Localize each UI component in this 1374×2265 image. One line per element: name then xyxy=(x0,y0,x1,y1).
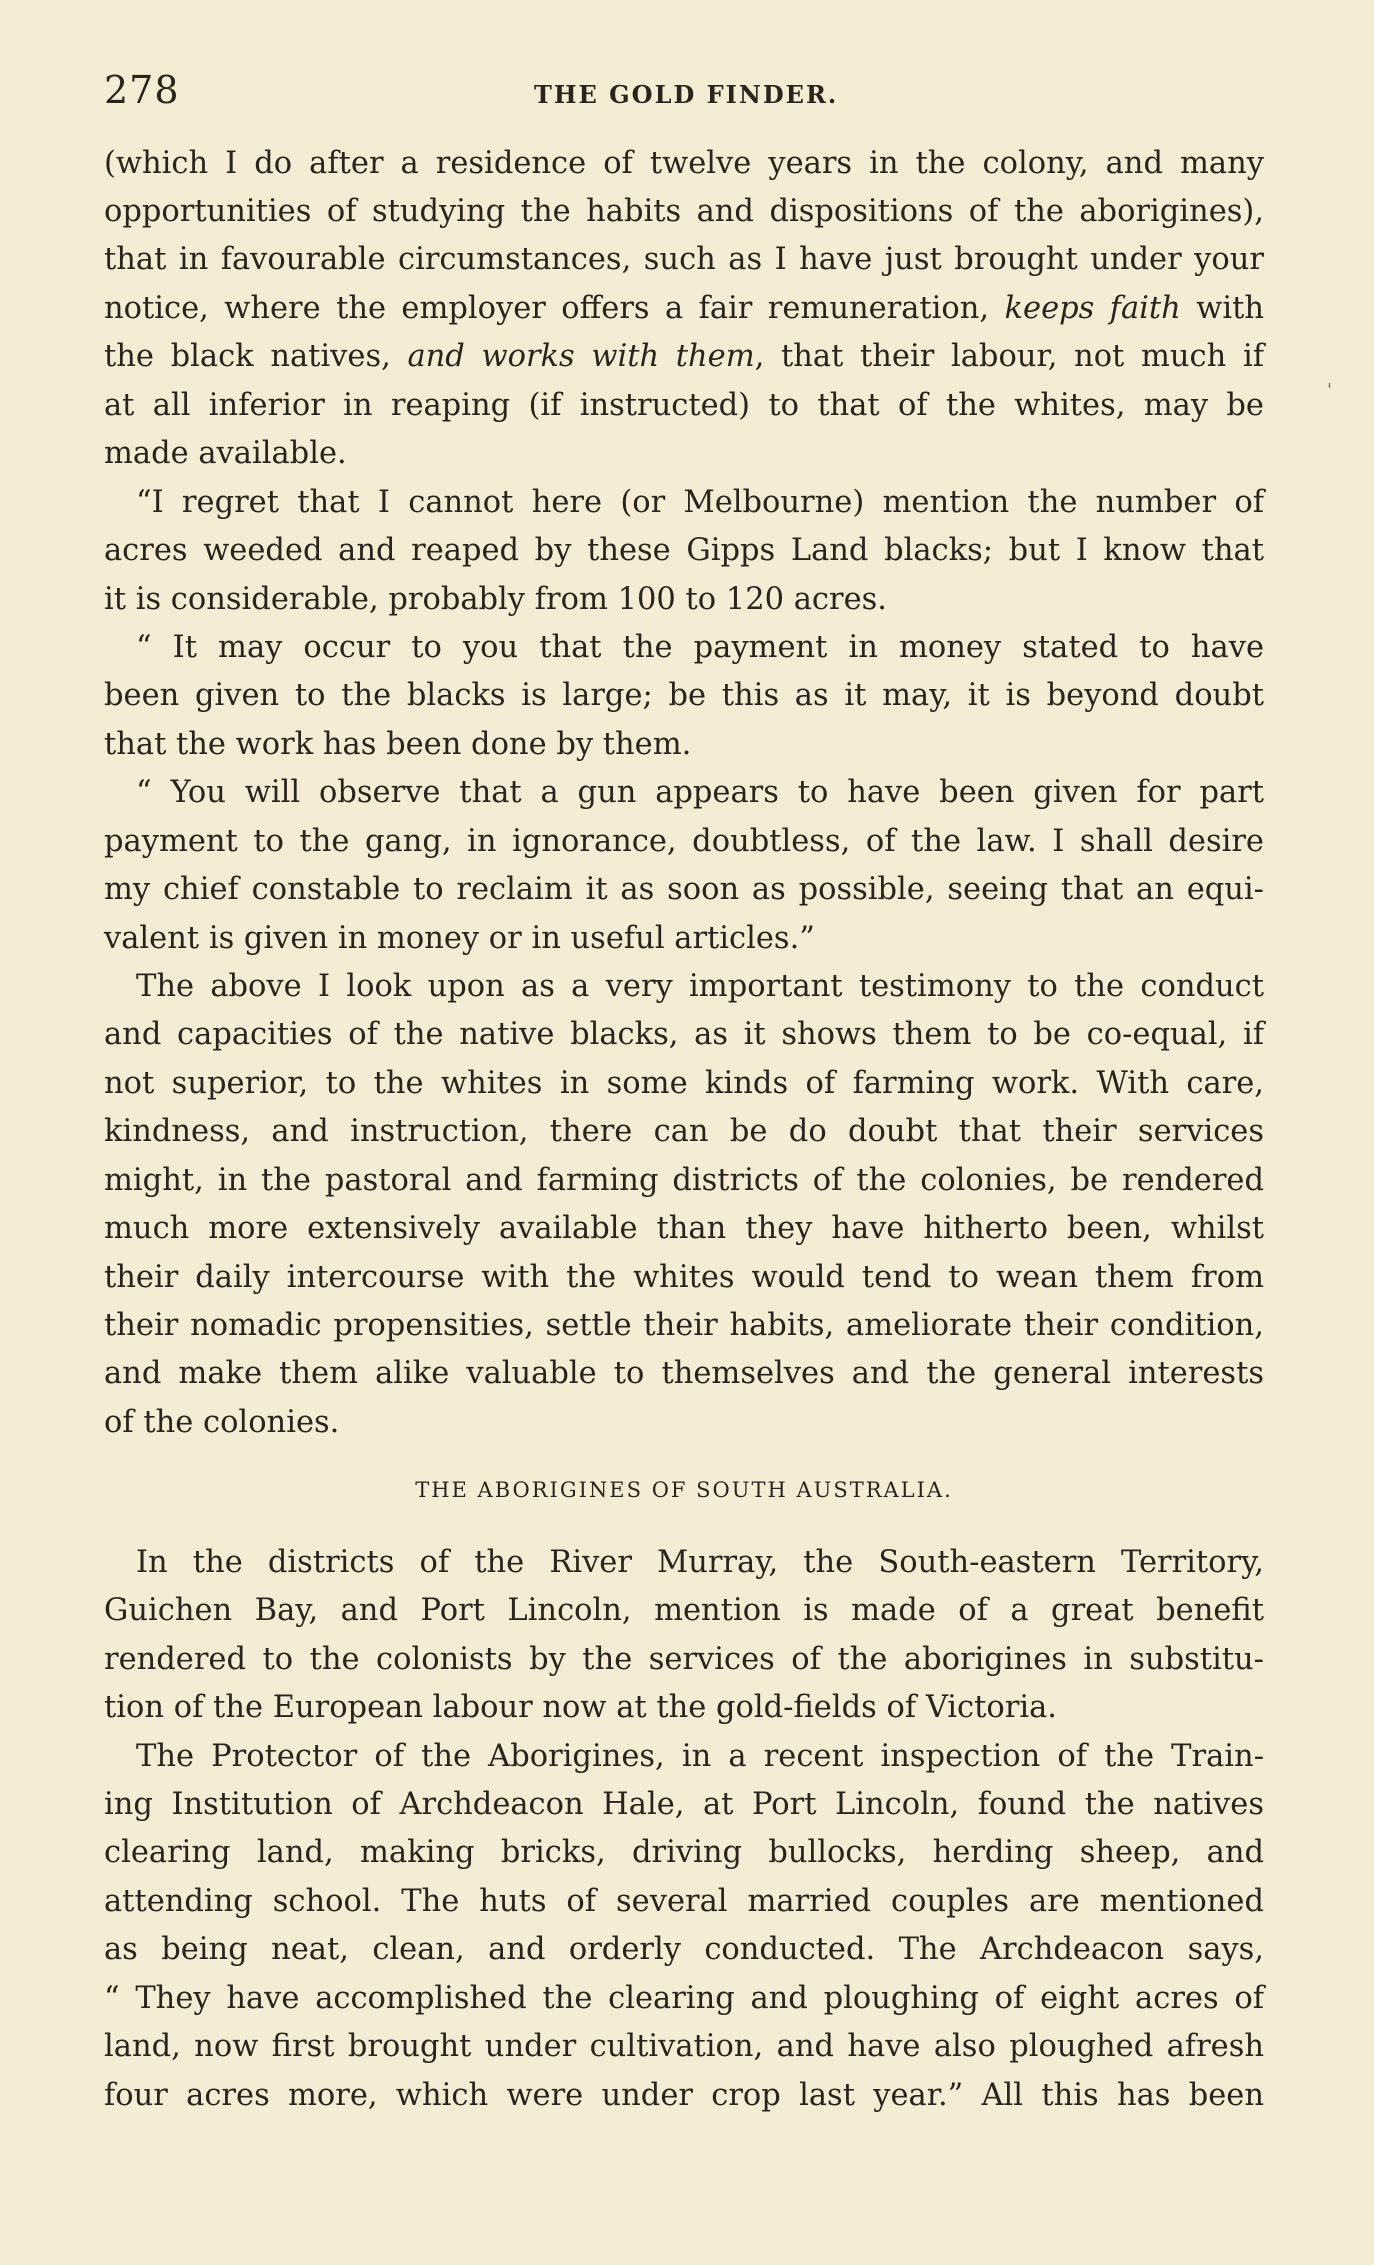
text-line: their nomadic propensities, settle their habits, ameliorate their condition, xyxy=(104,1308,1264,1343)
text-line: (which I do after a residence of twelve years in the colony, and many xyxy=(104,146,1264,181)
text-line: not superior, to the whites in some kinds of farming work. With care, xyxy=(104,1066,1264,1101)
text-line: tion of the European labour now at the gold-fields of Victoria. xyxy=(104,1690,1057,1725)
text-line: four acres more, which were under crop last year.” All this has been xyxy=(104,2078,1264,2113)
page-header xyxy=(104,68,1264,118)
text-line: land, now first brought under cultivation, and have also ploughed afresh xyxy=(104,2029,1264,2064)
text-line: The above I look upon as a very important testimony to the conduct xyxy=(136,969,1264,1004)
text-line: as being neat, clean, and orderly conducted. The Archdeacon says, xyxy=(104,1932,1264,1967)
emphasis: keeps faith xyxy=(1004,291,1181,326)
text-line: In the districts of the River Murray, the South-eastern Territory, xyxy=(136,1545,1264,1580)
text-line: “I regret that I cannot here (or Melbourne) mention the number of xyxy=(136,485,1264,520)
text-line: valent is given in money or in useful articles.” xyxy=(104,921,815,956)
emphasis: and works with them xyxy=(407,339,755,374)
text-line: made available. xyxy=(104,436,347,471)
text-line: been given to the blacks is large; be this as it may, it is beyond doubt xyxy=(104,678,1264,713)
text-line: their daily intercourse with the whites would tend to wean them from xyxy=(104,1260,1264,1295)
section-heading: THE ABORIGINES OF SOUTH AUSTRALIA. xyxy=(415,1478,953,1502)
text-line: notice, where the employer offers a fair remuneration, keeps faith with xyxy=(104,291,1264,326)
text-line: that the work has been done by them. xyxy=(104,727,692,762)
text-line: and capacities of the native blacks, as it shows them to be co-equal, if xyxy=(104,1017,1264,1052)
text-line: attending school. The huts of several married couples are mentioned xyxy=(104,1884,1264,1919)
text-line: clearing land, making bricks, driving bullocks, herding sheep, and xyxy=(104,1835,1264,1870)
text-line: my chief constable to reclaim it as soon as possible, seeing that an equi- xyxy=(104,872,1264,907)
text-line: opportunities of studying the habits and dispositions of the aborigines), xyxy=(104,194,1264,229)
text-line: ing Institution of Archdeacon Hale, at Port Lincoln, found the natives xyxy=(104,1787,1264,1822)
running-head: THE GOLD FINDER. xyxy=(534,80,839,109)
margin-mark: ' xyxy=(1327,380,1332,401)
text-line: “ You will observe that a gun appears to have been given for part xyxy=(136,775,1264,810)
text-line: that in favourable circumstances, such as I have just brought under your xyxy=(104,242,1264,277)
text-line: “ It may occur to you that the payment in money stated to have xyxy=(136,630,1264,665)
text-line: “ They have accomplished the clearing and ploughing of eight acres of xyxy=(104,1981,1264,2016)
text-line: kindness, and instruction, there can be do doubt that their services xyxy=(104,1114,1264,1149)
text-line: rendered to the colonists by the services of the aborigines in substitu- xyxy=(104,1642,1264,1677)
text-line: The Protector of the Aborigines, in a recent inspection of the Train- xyxy=(136,1739,1264,1774)
text-line: acres weeded and reaped by these Gipps Land blacks; but I know that xyxy=(104,533,1264,568)
page-number: 278 xyxy=(104,68,180,112)
text-line: the black natives, and works with them, that their labour, not much if xyxy=(104,339,1264,374)
text-line: it is considerable, probably from 100 to 120 acres. xyxy=(104,582,887,617)
text-line: might, in the pastoral and farming districts of the colonies, be rendered xyxy=(104,1163,1264,1198)
text-line: Guichen Bay, and Port Lincoln, mention is made of a great benefit xyxy=(104,1593,1264,1628)
text-line: much more extensively available than they have hitherto been, whilst xyxy=(104,1211,1264,1246)
text-line: of the colonies. xyxy=(104,1405,340,1440)
text-line: payment to the gang, in ignorance, doubtless, of the law. I shall desire xyxy=(104,824,1264,859)
text-line: at all inferior in reaping (if instructed) to that of the whites, may be xyxy=(104,388,1264,423)
text-line: and make them alike valuable to themselves and the general interests xyxy=(104,1356,1264,1391)
